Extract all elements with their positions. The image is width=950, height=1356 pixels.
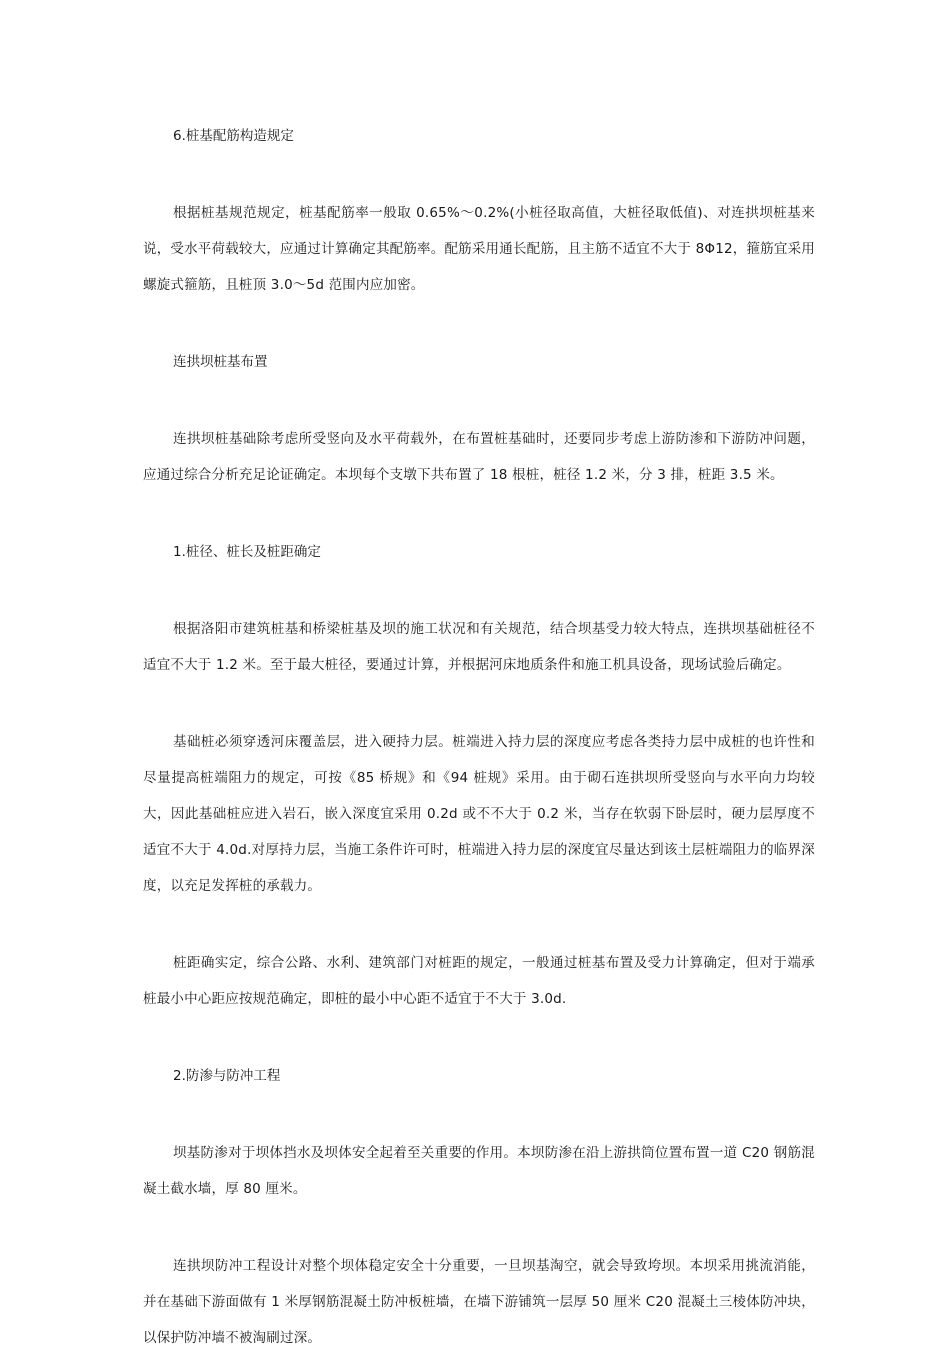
spacer: [143, 380, 815, 421]
spacer: [143, 154, 815, 195]
spacer: [143, 1094, 815, 1135]
section-heading: 1.桩径、桩长及桩距确定: [173, 544, 321, 560]
paragraph: 坝基防渗对于坝体挡水及坝体安全起着至关重要的作用。本坝防渗在沿上游拱筒位置布置一道 C20 钢筋混凝土截水墙，厚 80 厘米。: [143, 1145, 815, 1197]
paragraph: 根据桩基规范规定，桩基配筋率一般取 0.65%～0.2%(小桩径取高值，大桩径取低值)、对连拱坝桩基来说，受水平荷载较大，应通过计算确定其配筋率。配筋采用通长配筋，且主筋不适宜不大于 8Φ12，箍筋宜采用螺旋式箍筋，且桩顶 3.0～5d 范围内应加密。: [143, 205, 815, 293]
section-heading: 连拱坝桩基布置: [173, 354, 268, 370]
paragraph: 桩距确实定，综合公路、水利、建筑部门对桩距的规定，一般通过桩基布置及受力计算确定，但对于端承桩最小中心距应按规范确定，即桩的最小中心距不适宜于不大于 3.0d.: [143, 955, 815, 1007]
spacer: [143, 570, 815, 611]
spacer: [143, 303, 815, 344]
paragraph: 根据洛阳市建筑桩基和桥梁桩基及坝的施工状况和有关规范，结合坝基受力较大特点，连拱坝基础桩径不适宜不大于 1.2 米。至于最大桩径，要通过计算，并根据河床地质条件和施工机具设备，现场试验后确定。: [143, 621, 815, 673]
paragraph: 连拱坝桩基础除考虑所受竖向及水平荷载外，在布置桩基础时，还要同步考虑上游防渗和下游防冲问题，应通过综合分析充足论证确定。本坝每个支墩下共布置了 18 根桩，桩径 1.2 米，分 3 排，桩距 3.5 米。: [143, 431, 815, 483]
paragraph: 连拱坝防冲工程设计对整个坝体稳定安全十分重要，一旦坝基淘空，就会导致垮坝。本坝采用挑流消能，并在基础下游面做有 1 米厚钢筋混凝土防冲板桩墙，在墙下游铺筑一层厚 50 厘米 C20 混凝土三棱体防冲块，以保护防冲墙不被淘刷过深。: [143, 1258, 815, 1346]
spacer: [143, 1017, 815, 1058]
spacer: [143, 493, 815, 534]
spacer: [143, 1207, 815, 1248]
document-page: [143, 118, 815, 1356]
section-heading: 6.桩基配筋构造规定: [173, 128, 294, 144]
section-heading: 2.防渗与防冲工程: [173, 1068, 281, 1084]
spacer: [143, 904, 815, 945]
spacer: [143, 683, 815, 724]
paragraph: 基础桩必须穿透河床覆盖层，进入硬持力层。桩端进入持力层的深度应考虑各类持力层中成桩的也许性和尽量提高桩端阻力的规定，可按《85 桥规》和《94 桩规》采用。由于砌石连拱坝所受竖向与水平向力均较大，因此基础桩应进入岩石，嵌入深度宜采用 0.2d 或不不大于 0.2 米，当存在软弱下卧层时，硬力层厚度不适宜不大于 4.0d.对厚持力层，当施工条件许可时，桩端进入持力层的深度宜尽量达到该土层桩端阻力的临界深度，以充足发挥桩的承载力。: [143, 734, 815, 894]
